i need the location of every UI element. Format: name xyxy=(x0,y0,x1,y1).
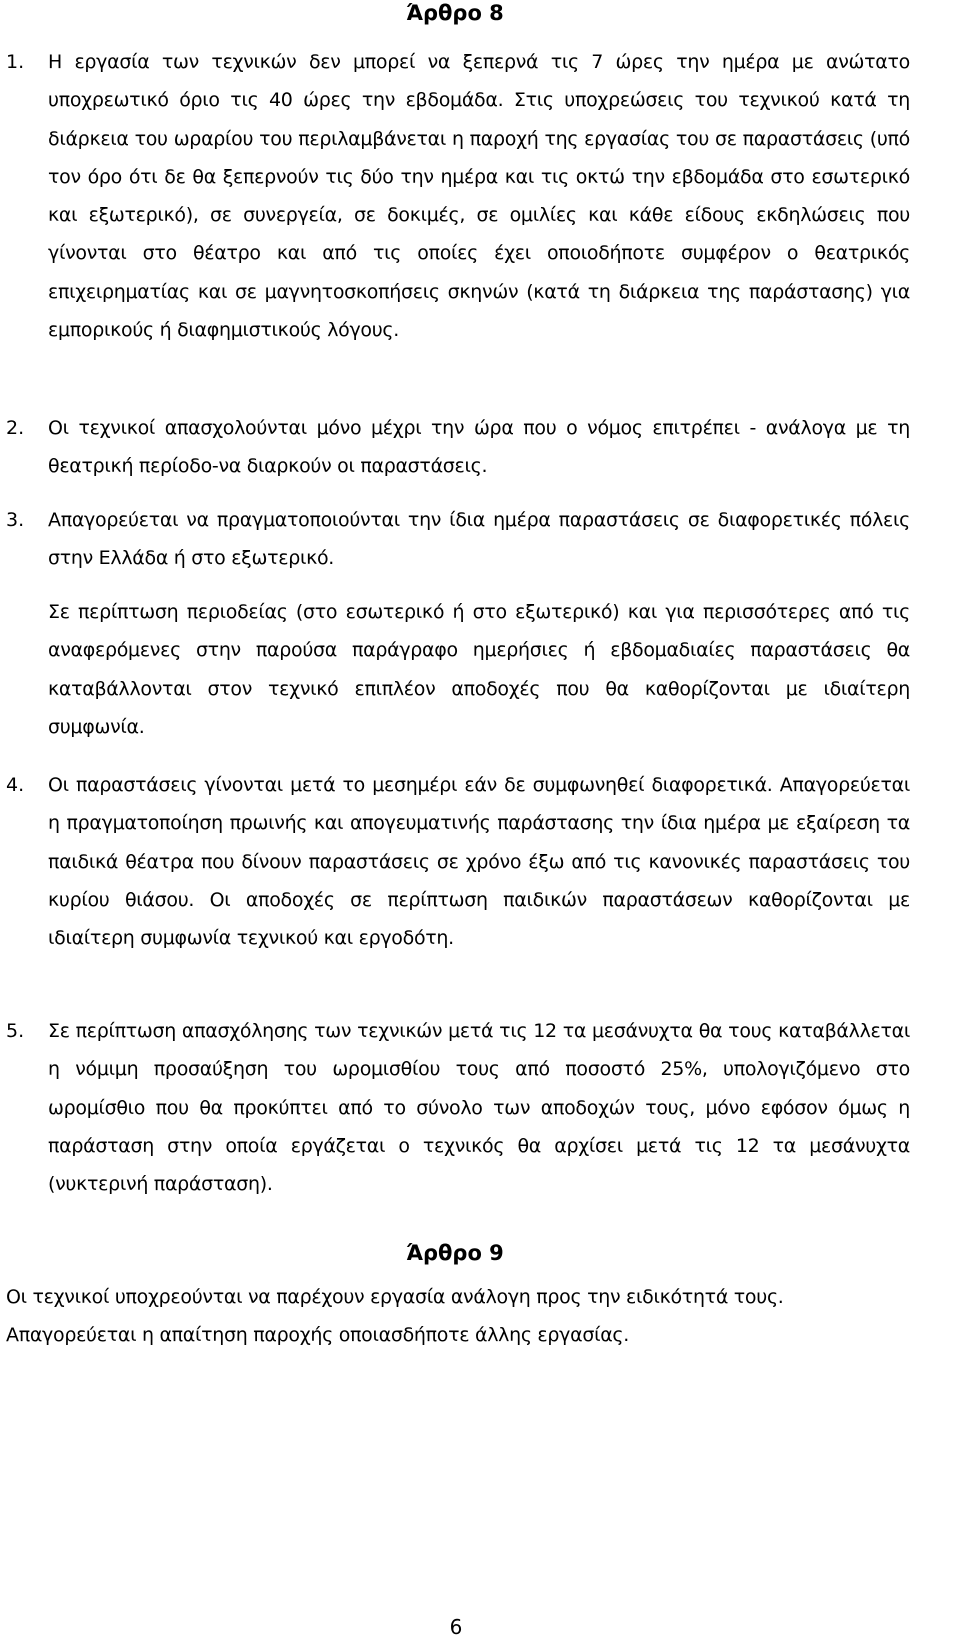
item-number: 2. xyxy=(6,417,25,439)
article-9-title: Άρθρο 9 xyxy=(406,1241,504,1265)
item-text: Σε περίπτωση απασχόλησης των τεχνικών μετά τις 12 τα μεσάνυχτα θα τους καταβάλλεται η νόμιμη προσαύξηση του ωρομισθίου τους από ποσοστό 25%, υπολογιζόμενο στο ωρομίσθιο που θα προκύπτει από το σύνολο των αποδοχών τους, μόνο εφόσον όμως η παράσταση στην οποία εργάζεται ο τεχνικός θα αρχίσει μετά τις 12 τα μεσάνυχτα (νυκτερινή παράσταση). xyxy=(48,1020,910,1196)
article-8-item-5 xyxy=(6,1012,910,1203)
item-text: Η εργασία των τεχνικών δεν μπορεί να ξεπερνά τις 7 ώρες την ημέρα με ανώτατο υποχρεωτικό όριο τις 40 ώρες την εβδομάδα. Στις υποχρεώσεις του τεχνικού κατά τη διάρκεια του ωραρίου του περιλαμβάνεται η παροχή της εργασίας του σε παραστάσεις (υπό τον όρο ότι δε θα ξεπερνούν τις δύο την ημέρα και τις οκτώ την εβδομάδα στο εσωτερικό και εξωτερικό), σε συνεργεία, σε δοκιμές, σε ομιλίες και κάθε είδους εκδηλώσεις που γίνονται στο θέατρο και από τις οποίες έχει οποιοδήποτε συμφέρον ο θεατρικός επιχειρηματίας και σε μαγνητοσκοπήσεις σκηνών (κατά τη διάρκεια της παράστασης) για εμπορικούς ή διαφημιστικούς λόγους. xyxy=(48,51,910,342)
page-number: 6 xyxy=(449,1615,463,1639)
item-number: 1. xyxy=(6,51,25,73)
article-8-item-2 xyxy=(6,409,910,486)
article-8-item-3 xyxy=(6,501,910,578)
item-number: 4. xyxy=(6,774,25,796)
item-number: 3. xyxy=(6,509,25,531)
item-text: Οι τεχνικοί απασχολούνται μόνο μέχρι την ώρα που ο νόμος επιτρέπει - ανάλογα με τη θεατρική περίοδο-να διαρκούν οι παραστάσεις. xyxy=(48,417,910,478)
item-text: Οι παραστάσεις γίνονται μετά το μεσημέρι εάν δε συμφωνηθεί διαφορετικά. Απαγορεύεται η πραγματοποίηση πρωινής και απογευματινής παράστασης την ίδια ημέρα με εξαίρεση τα παιδικά θέατρα που δίνουν παραστάσεις σε χρόνο έξω από τις κανονικές παραστάσεις του κυρίου θιάσου. Οι αποδοχές σε περίπτωση παιδικών παραστάσεων καθορίζονται με ιδιαίτερη συμφωνία τεχνικού και εργοδότη. xyxy=(48,774,910,950)
article-9-text: Οι τεχνικοί υποχρεούνται να παρέχουν εργασία ανάλογη προς την ειδικότητά τους. Απαγορεύεται η απαίτηση παροχής οποιασδήποτε άλλης εργασίας. xyxy=(6,1286,784,1347)
item-number: 5. xyxy=(6,1020,25,1042)
item-text: Απαγορεύεται να πραγματοποιούνται την ίδια ημέρα παραστάσεις σε διαφορετικές πόλεις στην Ελλάδα ή στο εξωτερικό. xyxy=(48,509,910,570)
article-8-item-1 xyxy=(6,43,910,349)
item-text: Σε περίπτωση περιοδείας (στο εσωτερικό ή στο εξωτερικό) και για περισσότερες από τις αναφερόμενες στην παρούσα παράγραφο ημερήσιες ή εβδομαδιαίες παραστάσεις θα καταβάλλονται στον τεχνικό επιπλέον αποδοχές που θα καθορίζονται με ιδιαίτερη συμφωνία. xyxy=(48,601,910,738)
article-8-title: Άρθρο 8 xyxy=(406,1,504,25)
article-8-item-4 xyxy=(6,766,910,957)
article-8-item-3-continuation xyxy=(6,593,910,746)
